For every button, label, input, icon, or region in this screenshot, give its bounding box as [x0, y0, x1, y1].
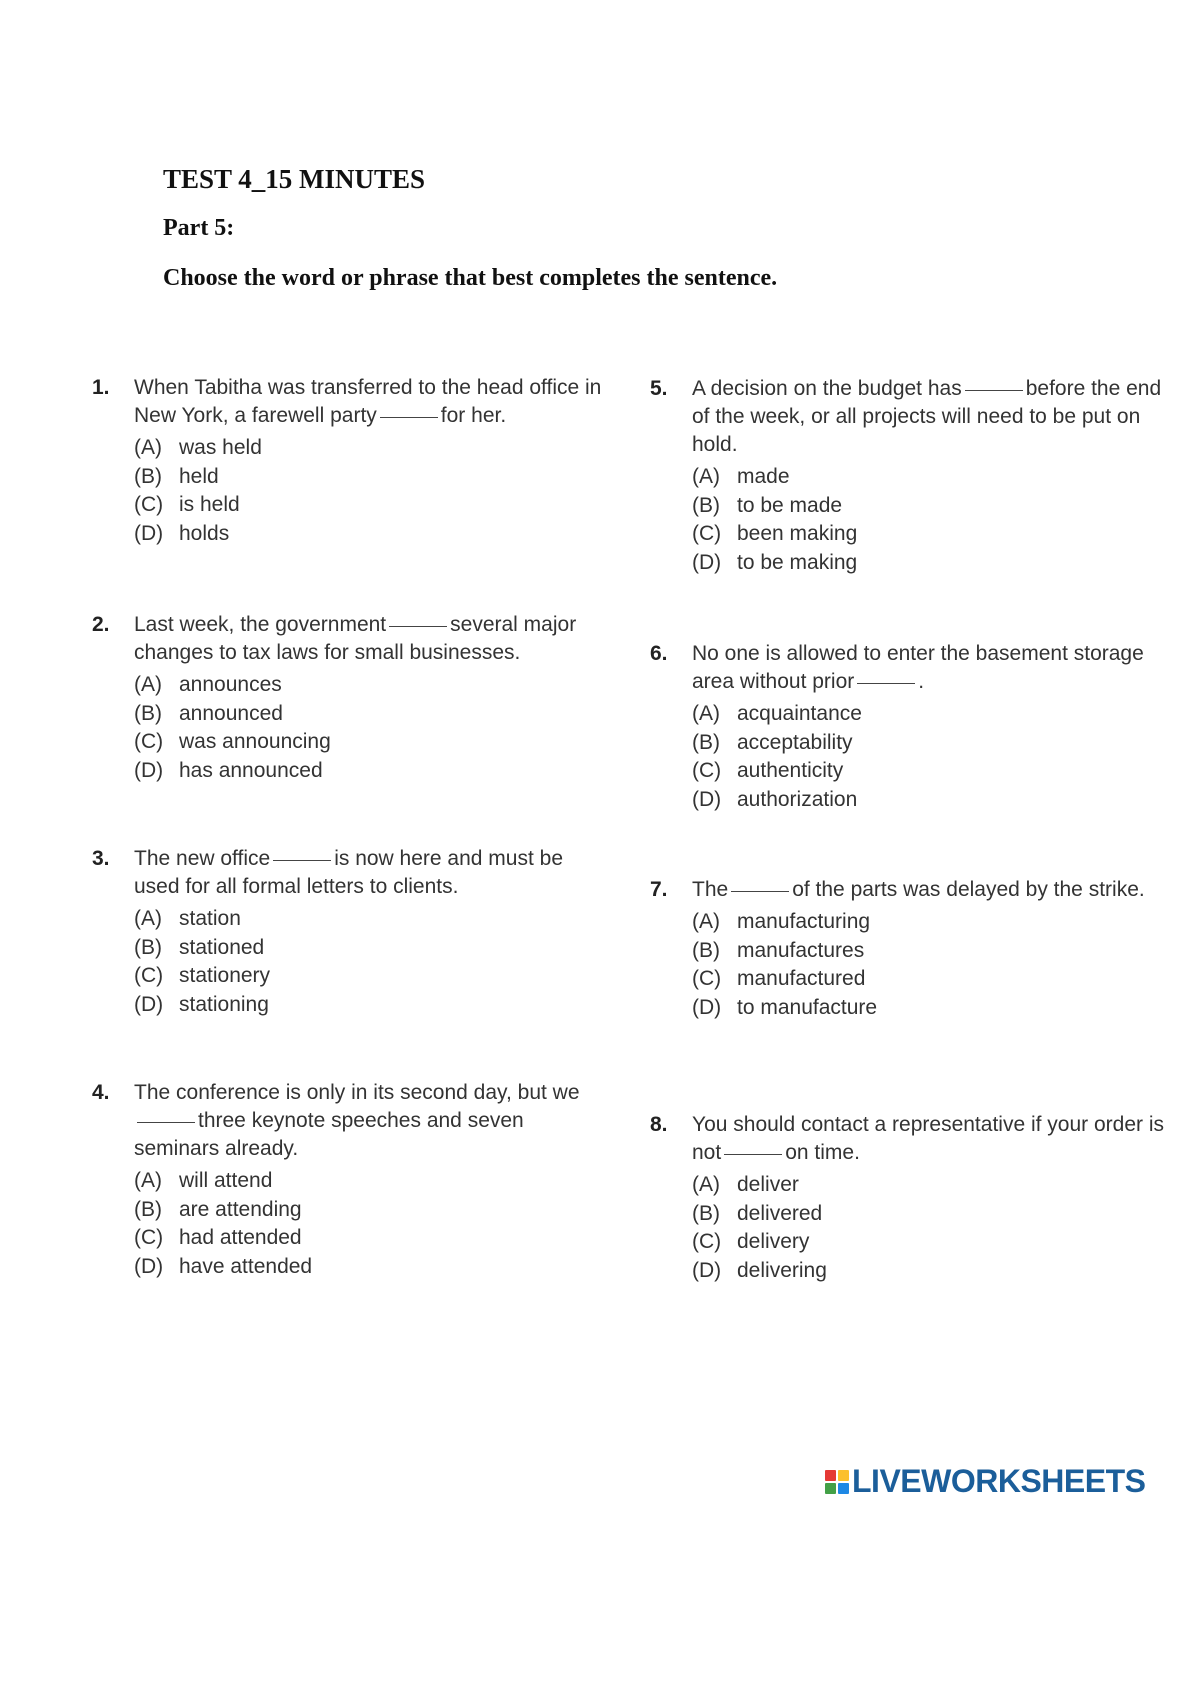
- option-letter: (D): [692, 787, 722, 811]
- question-stem: [692, 375, 1172, 459]
- option-c[interactable]: [692, 965, 1172, 994]
- question-stem: [692, 640, 1172, 696]
- option-letter: (C): [692, 522, 722, 545]
- option-letter: (A): [692, 465, 720, 488]
- option-a[interactable]: [134, 1167, 614, 1196]
- option-letter: (A): [692, 910, 720, 933]
- option-letter: (A): [134, 436, 162, 459]
- option-list: [692, 463, 1172, 577]
- option-letter: (D): [134, 521, 164, 545]
- question-7: [650, 876, 1172, 1022]
- option-letter: (A): [134, 1169, 162, 1192]
- worksheet-title: TEST 4_15 MINUTES: [163, 164, 426, 194]
- option-a[interactable]: [134, 905, 614, 934]
- option-letter: (C): [692, 1230, 722, 1253]
- option-letter: (A): [692, 702, 720, 725]
- option-letter: (D): [692, 550, 722, 574]
- question-4: [92, 1079, 614, 1281]
- option-text: been making: [737, 522, 858, 545]
- option-b[interactable]: [134, 700, 614, 729]
- option-text: delivered: [737, 1201, 823, 1225]
- answer-blank[interactable]: [965, 389, 1023, 391]
- question-2: [92, 611, 614, 785]
- option-letter: (D): [692, 995, 722, 1019]
- option-text: holds: [179, 521, 230, 545]
- question-5: [650, 375, 1172, 577]
- option-text: was held: [179, 436, 262, 459]
- option-c[interactable]: [692, 520, 1172, 549]
- question-number: 8.: [650, 1113, 668, 1136]
- option-a[interactable]: [134, 671, 614, 700]
- stem-text-before: You should contact a representative if your order is not: [692, 1113, 1164, 1164]
- stem-text-before: The: [692, 878, 729, 901]
- option-letter: (D): [134, 992, 164, 1016]
- option-text: acquaintance: [737, 702, 862, 725]
- option-text: deliver: [737, 1173, 799, 1196]
- option-b[interactable]: [692, 729, 1172, 758]
- stem-text-before: No one is allowed to enter the basement storage area without prior: [692, 642, 1144, 693]
- option-letter: (C): [692, 967, 722, 990]
- option-letter: (D): [134, 1254, 164, 1278]
- option-list: [692, 1171, 1172, 1285]
- stem-text-after: .: [918, 670, 925, 693]
- question-number: 2.: [92, 613, 110, 636]
- option-letter: (C): [134, 1226, 164, 1249]
- option-text: stationery: [179, 964, 271, 987]
- logo-square: [825, 1483, 836, 1494]
- option-text: to be made: [737, 493, 843, 517]
- option-text: announces: [179, 673, 282, 696]
- option-a[interactable]: [692, 908, 1172, 937]
- option-letter: (B): [692, 730, 720, 754]
- option-text: are attending: [179, 1197, 302, 1221]
- question-number: 4.: [92, 1081, 110, 1104]
- question-number: 3.: [92, 847, 110, 870]
- stem-text-after: is now here and must be used for all formal letters to clients.: [134, 847, 563, 898]
- option-d[interactable]: [134, 1253, 614, 1282]
- answer-blank[interactable]: [731, 890, 789, 892]
- option-text: announced: [179, 701, 283, 725]
- instruction-text: Choose the word or phrase that best completes the sentence.: [163, 265, 778, 291]
- option-b[interactable]: [134, 1196, 614, 1225]
- question-stem: [134, 374, 614, 430]
- option-d[interactable]: [692, 994, 1172, 1023]
- question-stem: [692, 1111, 1172, 1167]
- stem-text-after: for her.: [440, 404, 507, 427]
- option-text: was announcing: [179, 730, 331, 753]
- option-letter: (C): [134, 493, 164, 516]
- option-text: authenticity: [737, 759, 844, 782]
- part-heading: Part 5:: [163, 215, 235, 241]
- option-c[interactable]: [692, 1228, 1172, 1257]
- option-letter: (C): [134, 730, 164, 753]
- option-text: stationed: [179, 935, 265, 959]
- option-b[interactable]: [692, 937, 1172, 966]
- option-text: has announced: [179, 758, 323, 782]
- option-text: have attended: [179, 1254, 313, 1278]
- option-text: had attended: [179, 1226, 302, 1249]
- liveworksheets-logo: [825, 1463, 1145, 1500]
- option-text: delivery: [737, 1230, 810, 1253]
- option-b[interactable]: [692, 492, 1172, 521]
- option-letter: (B): [692, 938, 720, 962]
- option-text: station: [179, 907, 241, 930]
- logo-mark-icon: [825, 1470, 849, 1494]
- question-6: [650, 640, 1172, 814]
- stem-text-after: several major changes to tax laws for small businesses.: [134, 613, 577, 664]
- option-text: authorization: [737, 787, 858, 811]
- stem-text-before: A decision on the budget has: [692, 377, 962, 400]
- option-list: [134, 1167, 614, 1281]
- answer-blank[interactable]: [389, 625, 447, 627]
- option-list: [134, 905, 614, 1019]
- logo-square: [838, 1483, 849, 1494]
- question-stem: [134, 611, 614, 667]
- option-text: manufacturing: [737, 910, 871, 933]
- option-c[interactable]: [134, 962, 614, 991]
- question-stem: [134, 1079, 614, 1163]
- question-1: [92, 374, 614, 548]
- stem-text-after: three keynote speeches and seven seminars already.: [134, 1109, 524, 1160]
- option-letter: (C): [134, 964, 164, 987]
- answer-blank[interactable]: [857, 682, 915, 684]
- option-c[interactable]: [134, 491, 614, 520]
- question-8: [650, 1111, 1172, 1285]
- option-d[interactable]: [134, 991, 614, 1020]
- option-text: is held: [179, 493, 240, 516]
- question-number: 5.: [650, 377, 668, 400]
- option-c[interactable]: [134, 728, 614, 757]
- option-list: [134, 671, 614, 785]
- option-letter: (C): [692, 759, 722, 782]
- option-letter: (D): [134, 758, 164, 782]
- option-text: acceptability: [737, 730, 853, 754]
- option-text: will attend: [179, 1169, 273, 1192]
- stem-text-after: before the end of the week, or all projects will need to be put on hold.: [692, 377, 1162, 456]
- option-a[interactable]: [134, 434, 614, 463]
- logo-text: LIVEWORKSHEETS: [852, 1463, 1146, 1499]
- option-d[interactable]: [692, 1257, 1172, 1286]
- option-text: to be making: [737, 550, 858, 574]
- option-letter: (B): [134, 701, 162, 725]
- answer-blank[interactable]: [137, 1121, 195, 1123]
- stem-text-before: Last week, the government: [134, 613, 387, 636]
- option-d[interactable]: [692, 786, 1172, 815]
- question-stem: [134, 845, 614, 901]
- answer-blank[interactable]: [380, 416, 438, 418]
- option-d[interactable]: [134, 520, 614, 549]
- option-text: delivering: [737, 1258, 827, 1282]
- answer-blank[interactable]: [273, 859, 331, 861]
- stem-text-after: of the parts was delayed by the strike.: [792, 878, 1145, 901]
- option-d[interactable]: [692, 549, 1172, 578]
- option-text: stationing: [179, 992, 269, 1016]
- option-list: [692, 908, 1172, 1022]
- question-stem: [692, 876, 1172, 904]
- option-list: [692, 700, 1172, 814]
- question-number: 6.: [650, 642, 668, 665]
- question-3: [92, 845, 614, 1019]
- option-c[interactable]: [692, 757, 1172, 786]
- option-text: manufactures: [737, 938, 865, 962]
- option-letter: (B): [134, 935, 162, 959]
- stem-text-before: The new office: [134, 847, 271, 870]
- stem-text-before: The conference is only in its second day, but we: [134, 1081, 580, 1104]
- option-c[interactable]: [134, 1224, 614, 1253]
- option-text: to manufacture: [737, 995, 878, 1019]
- option-a[interactable]: [692, 700, 1172, 729]
- option-a[interactable]: [692, 463, 1172, 492]
- logo-square: [838, 1470, 849, 1481]
- option-d[interactable]: [134, 757, 614, 786]
- answer-blank[interactable]: [724, 1153, 782, 1155]
- option-text: held: [179, 464, 219, 488]
- stem-text-before: When Tabitha was transferred to the head office in New York, a farewell party: [134, 376, 602, 427]
- option-letter: (B): [692, 493, 720, 517]
- option-letter: (B): [692, 1201, 720, 1225]
- option-letter: (A): [134, 907, 162, 930]
- option-b[interactable]: [134, 463, 614, 492]
- option-b[interactable]: [134, 934, 614, 963]
- option-letter: (A): [692, 1173, 720, 1196]
- option-letter: (D): [692, 1258, 722, 1282]
- option-letter: (B): [134, 464, 162, 488]
- question-number: 7.: [650, 878, 668, 901]
- option-letter: (B): [134, 1197, 162, 1221]
- option-a[interactable]: [692, 1171, 1172, 1200]
- question-number: 1.: [92, 376, 110, 399]
- stem-text-after: on time.: [785, 1141, 860, 1164]
- option-list: [134, 434, 614, 548]
- option-letter: (A): [134, 673, 162, 696]
- option-text: made: [737, 465, 790, 488]
- option-b[interactable]: [692, 1200, 1172, 1229]
- option-text: manufactured: [737, 967, 866, 990]
- logo-square: [825, 1470, 836, 1481]
